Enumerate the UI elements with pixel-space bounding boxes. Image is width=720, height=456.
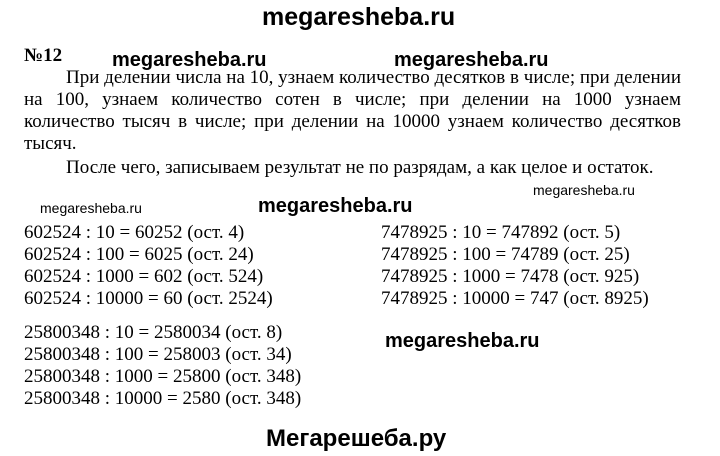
equation-line: 7478925 : 100 = 74789 (ост. 25) [381, 244, 630, 265]
equation-line: 25800348 : 10000 = 2580 (ост. 348) [24, 388, 302, 409]
left-equations [24, 222, 273, 310]
watermark-mid-right: megaresheba.ru [394, 49, 549, 71]
equation-line: 25800348 : 10 = 2580034 (ост. 8) [24, 322, 283, 343]
watermark-small-left: megaresheba.ru [40, 200, 142, 216]
task-number: №12 [24, 45, 63, 66]
equation-line: 602524 : 1000 = 602 (ост. 524) [24, 266, 264, 287]
watermark-top: megaresheba.ru [262, 3, 456, 31]
equation-line: 7478925 : 10 = 747892 (ост. 5) [381, 222, 621, 243]
watermark-center: megaresheba.ru [258, 195, 413, 217]
equation-line: 602524 : 10 = 60252 (ост. 4) [24, 222, 245, 243]
watermark-mid-left: megaresheba.ru [112, 49, 267, 71]
paragraph-2: После чего, записываем результат не по разрядам, а как целое и остаток. [66, 157, 654, 178]
equation-line: 7478925 : 10000 = 747 (ост. 8925) [381, 288, 649, 309]
watermark-small-right: megaresheba.ru [533, 182, 635, 198]
right-equations [381, 222, 649, 310]
watermark-lower-right: megaresheba.ru [385, 330, 540, 352]
equation-line: 7478925 : 1000 = 7478 (ост. 925) [381, 266, 640, 287]
paragraph-1: При делении числа на 10, узнаем количество десятков в числе; при делении на 100, узнаем количество сотен в числе; при делении на 1000 узнаем количество тысяч в числе; при делении на 10000 узнаем количество десятков тысяч. [24, 67, 681, 154]
equation-line: 25800348 : 1000 = 25800 (ост. 348) [24, 366, 302, 387]
watermark-bottom: Мегарешеба.ру [266, 425, 447, 452]
equation-line: 602524 : 100 = 6025 (ост. 24) [24, 244, 254, 265]
bottom-equations [24, 322, 301, 410]
equation-line: 602524 : 10000 = 60 (ост. 2524) [24, 288, 273, 309]
equation-line: 25800348 : 100 = 258003 (ост. 34) [24, 344, 292, 365]
